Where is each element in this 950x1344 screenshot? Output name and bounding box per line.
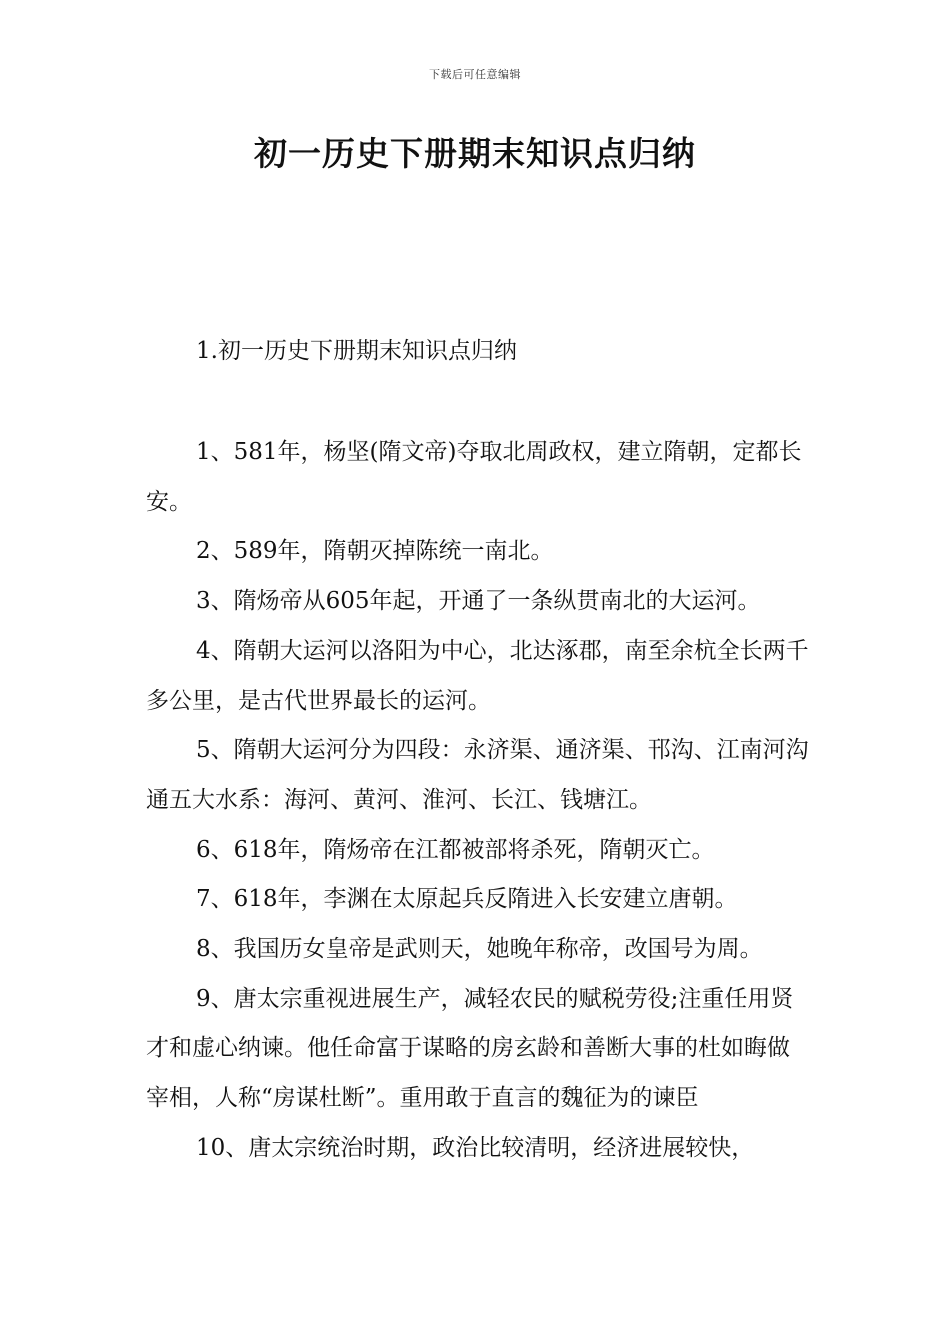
paragraph: 2、589年，隋朝灭掉陈统一南北。 — [196, 538, 554, 565]
paragraph: 6、618年，隋炀帝在江都被部将杀死，隋朝灭亡。 — [196, 836, 715, 863]
paragraph: 5、隋朝大运河分为四段：永济渠、通济渠、邗沟、江南河沟通五大水系：海河、黄河、淮河、长江、钱塘江。 — [146, 737, 809, 813]
paragraph: 3、隋炀帝从605年起，开通了一条纵贯南北的大运河。 — [196, 588, 761, 615]
document-title: 初一历史下册期末知识点归纳 — [254, 134, 696, 173]
page-header-note: 下载后可任意编辑 — [429, 68, 521, 81]
section-heading: 1.初一历史下册期末知识点归纳 — [196, 338, 517, 364]
paragraph: 1、581年，杨坚(隋文帝)夺取北周政权，建立隋朝，定都长安。 — [146, 439, 802, 515]
paragraph: 9、唐太宗重视进展生产，减轻农民的赋税劳役;注重任用贤才和虚心纳谏。他任命富于谋略的房玄龄和善断大事的杜如晦做宰相，人称“房谋杜断”。重用敢于直言的魏征为的谏臣 — [146, 985, 794, 1112]
document-body — [146, 428, 810, 1174]
paragraph: 10、唐太宗统治时期，政治比较清明，经济进展较快， — [196, 1134, 755, 1161]
paragraph: 4、隋朝大运河以洛阳为中心，北达涿郡，南至余杭全长两千多公里，是古代世界最长的运河。 — [146, 637, 809, 714]
paragraph: 8、我国历女皇帝是武则天，她晚年称帝，改国号为周。 — [196, 936, 763, 963]
paragraph: 7、618年，李渊在太原起兵反隋进入长安建立唐朝。 — [196, 886, 738, 913]
